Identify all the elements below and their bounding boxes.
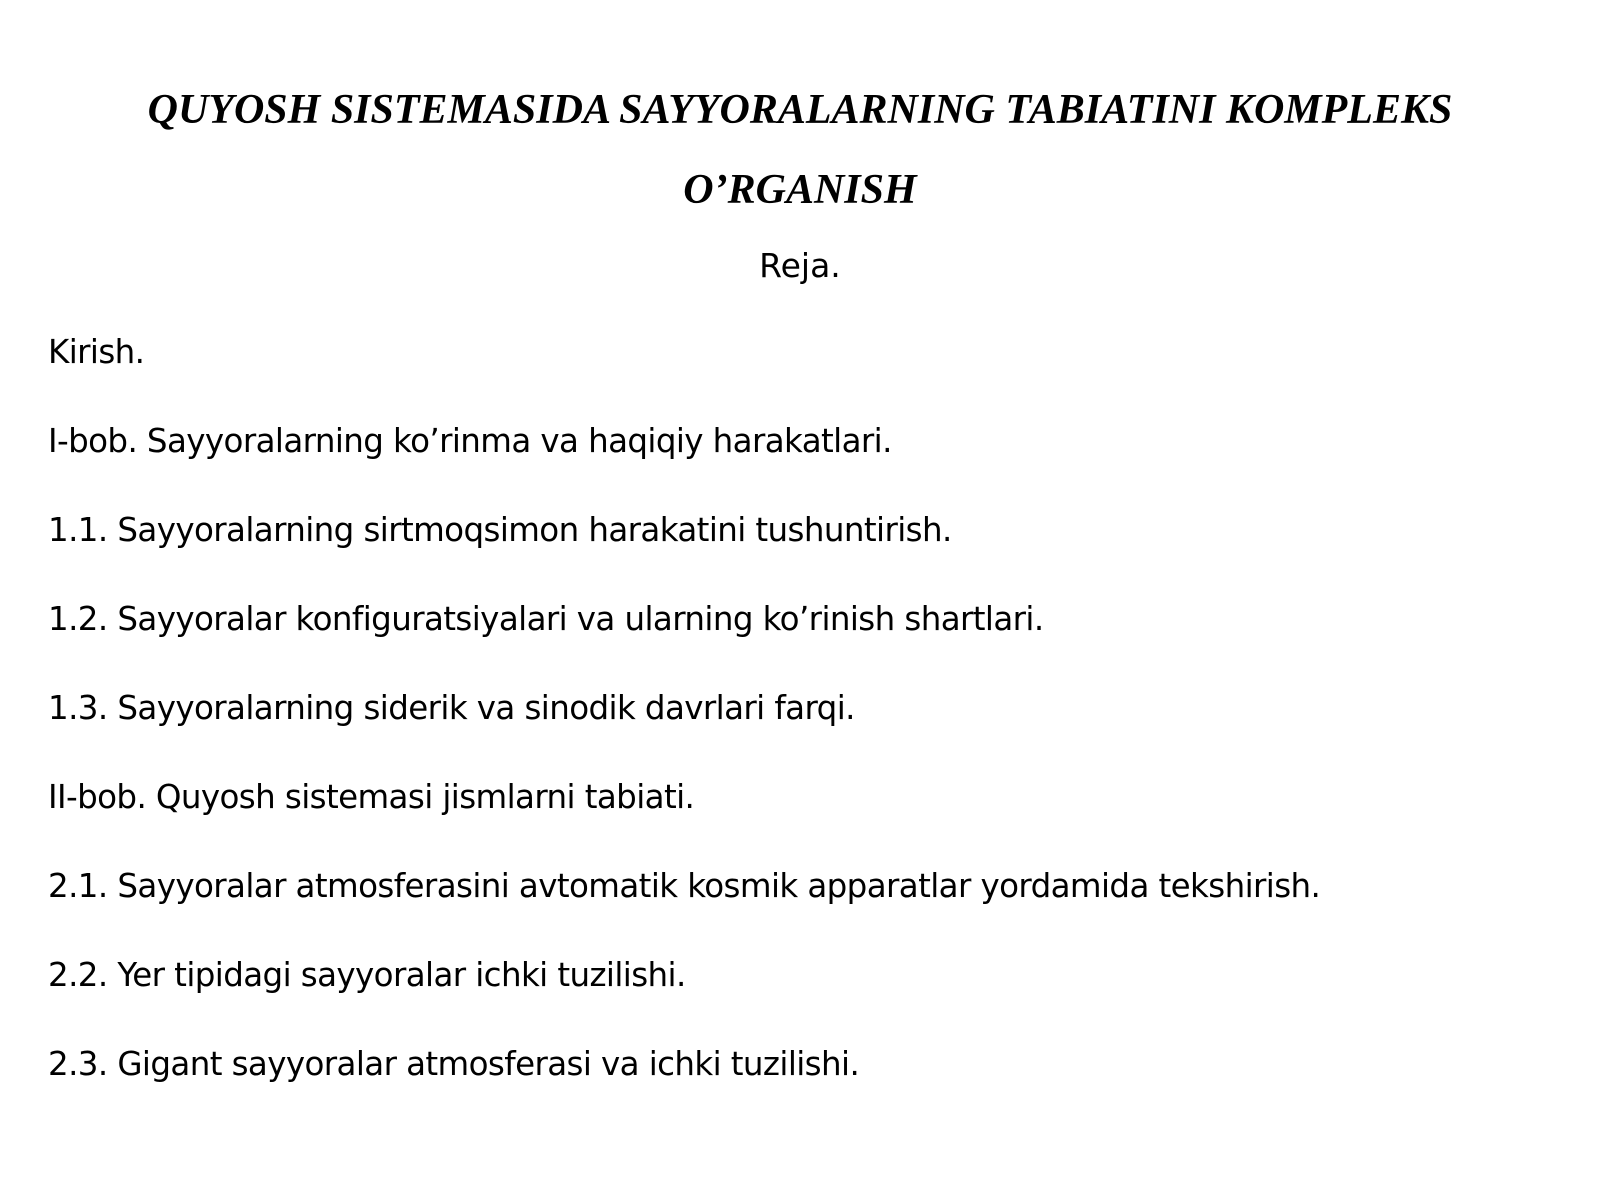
toc-item-section-2-1: 2.1. Sayyoralar atmosferasini avtomatik kosmik apparatlar yordamida tekshirish. [48, 867, 1321, 905]
plan-heading: Reja. [759, 246, 841, 285]
table-of-contents [48, 332, 1320, 1133]
toc-item-section-2-3: 2.3. Gigant sayyoralar atmosferasi va ichki tuzilishi. [48, 1045, 860, 1083]
toc-item-introduction: Kirish. [48, 333, 145, 371]
toc-item-section-2-2: 2.2. Yer tipidagi sayyoralar ichki tuzilishi. [48, 956, 686, 994]
toc-item-chapter-1: I-bob. Sayyoralarning ko’rinma va haqiqiy harakatlari. [48, 422, 892, 460]
toc-item-section-1-1: 1.1. Sayyoralarning sirtmoqsimon harakatini tushuntirish. [48, 511, 952, 549]
toc-item-section-1-3: 1.3. Sayyoralarning siderik va sinodik davrlari farqi. [48, 689, 855, 727]
document-title-line-1: QUYOSH SISTEMASIDA SAYYORALARNING TABIATINI KOMPLEKS [147, 87, 1453, 133]
document-title-line-2: O’RGANISH [683, 167, 917, 213]
toc-item-chapter-2: II-bob. Quyosh sistemasi jismlarni tabiati. [48, 778, 695, 816]
toc-item-section-1-2: 1.2. Sayyoralar konfiguratsiyalari va ularning ko’rinish shartlari. [48, 600, 1044, 638]
